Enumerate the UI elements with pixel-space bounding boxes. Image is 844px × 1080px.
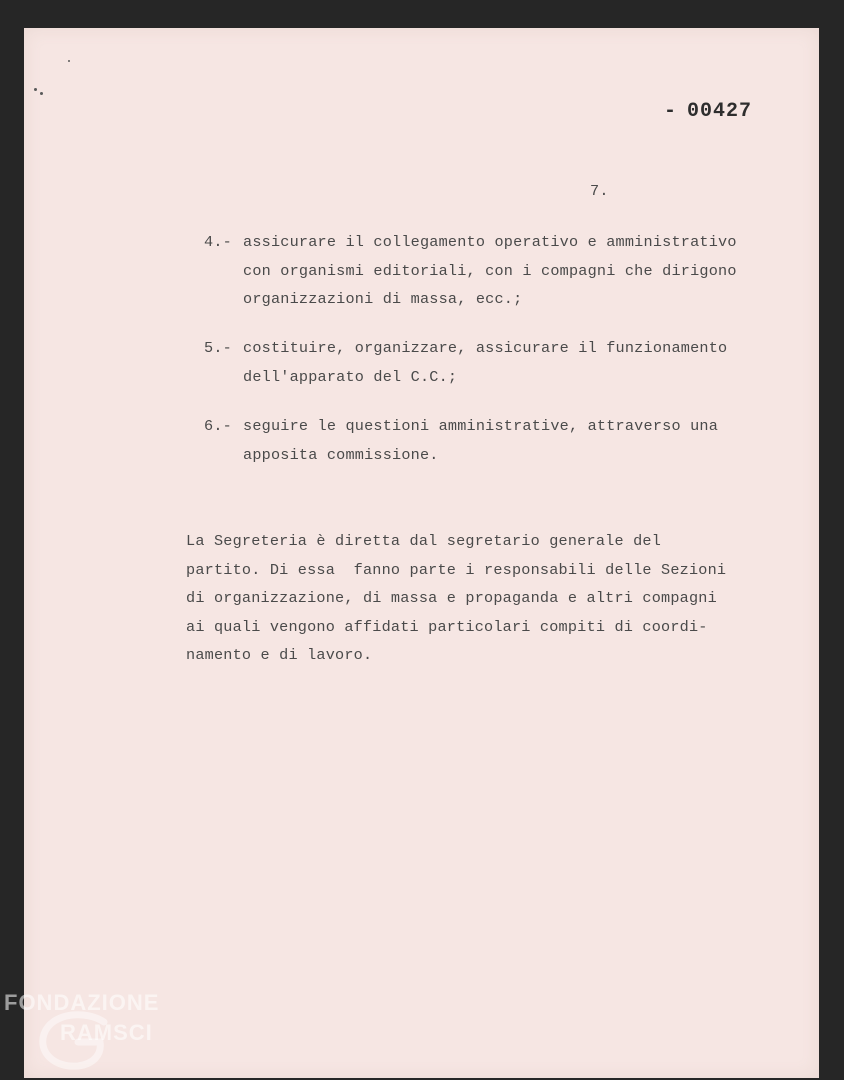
ink-speck [40,92,43,95]
list-item-line: dell'apparato del C.C.; [243,367,458,386]
list-item-5 [204,334,804,391]
document-number-prefix: - [664,100,678,123]
list-item-4 [204,228,804,314]
ink-speck [68,60,70,62]
watermark-swirl-icon [34,1008,124,1072]
paragraph-line: La Segreteria è diretta dal segretario generale del [186,532,662,550]
list-item-line: assicurare il collegamento operativo e amministrativo [243,233,737,251]
document-page [24,28,819,1078]
list-item-number: 4.- [204,233,232,251]
paragraph-line: namento e di lavoro. [186,646,373,664]
list-item-line: costituire, organizzare, assicurare il funzionamento [243,339,728,357]
list-item-line: seguire le questioni amministrative, attraverso una [243,417,719,435]
page-number: 7. [590,182,609,200]
list-item-line: con organismi editoriali, con i compagni che dirigono [243,261,737,280]
document-number-value: 00427 [687,100,753,123]
paragraph-line: partito. Di essa fanno parte i responsabili delle Sezioni [186,560,727,579]
list-item-number: 6.- [204,417,232,435]
list-item-line: apposita commissione. [243,445,439,464]
watermark-logo [4,988,224,1080]
paragraph-line: ai quali vengono affidati particolari compiti di coordi- [186,617,708,636]
list-item-number: 5.- [204,339,232,357]
document-number [664,100,752,123]
body-paragraph [186,527,786,670]
watermark-line-1: FONDAZIONE [4,990,160,1015]
watermark-line-2: RAMSCI [60,1020,153,1045]
paragraph-line: di organizzazione, di massa e propaganda e altri compagni [186,589,717,607]
list-item-line: organizzazioni di massa, ecc.; [243,290,523,308]
ink-speck [34,88,37,91]
list-item-6 [204,412,804,469]
